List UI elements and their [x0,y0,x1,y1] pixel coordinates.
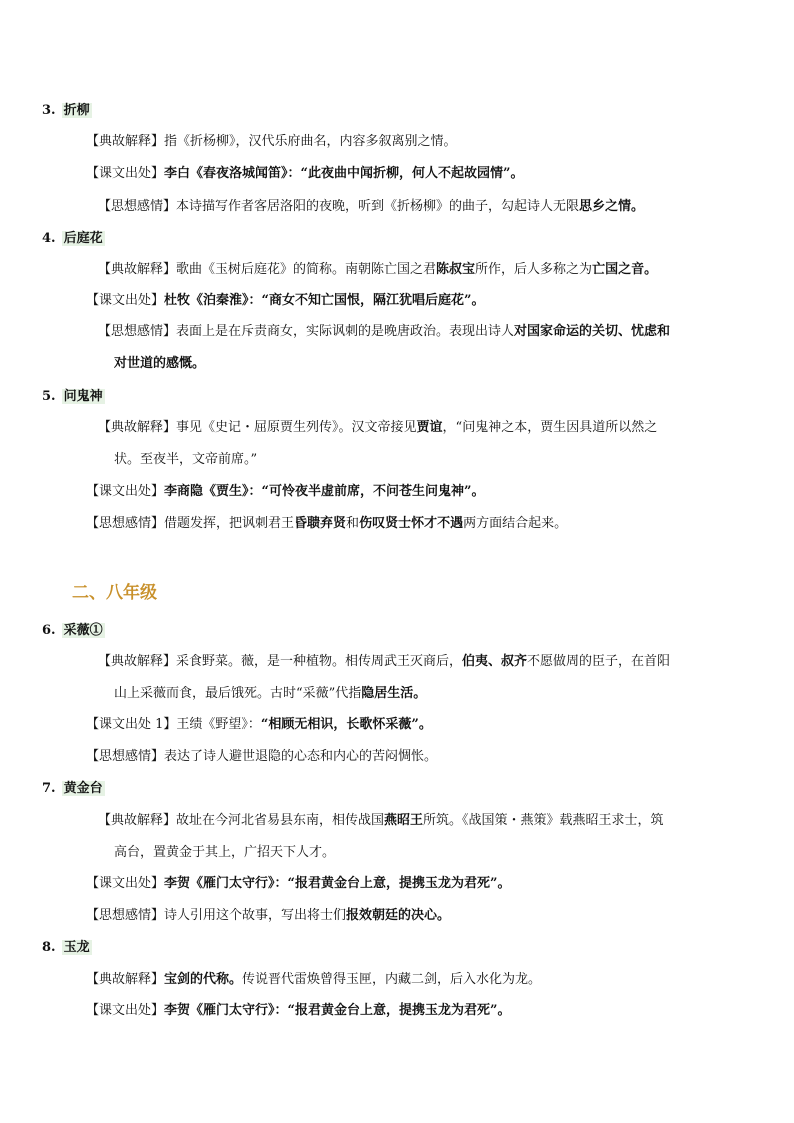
feeling-emphasis: 对国家命运的关切、忧虑和 [514,324,671,339]
explain-emphasis: 宝剑的代称。 [164,972,243,987]
entry-7-explain [98,811,664,831]
feeling-tag: 【思想感情】 [86,749,165,764]
explain-text: 山上采薇而食，最后饿死。古时“采薇”代指 [114,686,362,701]
feeling-tag: 【思想感情】 [86,908,165,923]
entry-3-title [42,102,92,120]
feeling-tag: 【思想感情】 [86,516,165,531]
entry-4-title [42,230,105,248]
entry-number: 3. [42,103,56,118]
source-tag: 【课文出处】 [86,876,165,891]
source-text: 李贺《雁门太守行》：“报君黄金台上意，提携玉龙为君死”。 [164,876,511,891]
entry-5-explain-cont [114,450,257,470]
explain-tag: 【典故解释】 [98,813,177,828]
source-text: 李白《春夜洛城闻笛》：“此夜曲中闻折柳，何人不起故园情”。 [164,166,524,181]
entry-6-title [42,622,105,640]
entry-number: 4. [42,231,56,246]
feeling-text: 借题发挥，把讽刺君王 [164,516,295,531]
explain-text: 采食野菜。薇，是一种植物。相传周武王灭商后， [176,654,463,669]
section-heading: 二、八年级 [72,583,157,603]
source-tag: 【课文出处 1】 [86,717,177,732]
entry-term: 折柳 [63,103,90,118]
explain-emphasis: 伯夷、叔齐 [462,654,528,669]
entry-4-feeling-cont [114,354,205,374]
entry-5-source [86,482,484,502]
entry-7-title [42,780,105,798]
explain-text: 高台，置黄金于其上，广招天下人才。 [114,845,336,860]
explain-tag: 【典故解释】 [98,420,177,435]
explain-tag: 【典故解释】 [86,972,165,987]
entry-number: 5. [42,389,56,404]
entry-5-title [42,388,105,406]
entry-number: 6. [42,623,56,638]
explain-text: 不愿做周的臣子，在首阳 [527,654,671,669]
feeling-emphasis: 伤叹贤士怀才不遇 [359,516,464,531]
explain-text: 传说晋代雷焕曾得玉匣，内藏二剑，后入水化为龙。 [242,972,542,987]
entry-number: 7. [42,781,56,796]
feeling-text: 本诗描写作者客居洛阳的夜晚，听到《折杨柳》的曲子，勾起诗人无限 [176,199,580,214]
explain-text: ，“问鬼神之本，贾生因具道所以然之 [442,420,658,435]
feeling-text: 两方面结合起来。 [463,516,568,531]
entry-term: 后庭花 [63,231,103,246]
source-text: 杜牧《泊秦淮》：“商女不知亡国恨，隔江犹唱后庭花”。 [164,293,485,308]
explain-text: 指《折杨柳》，汉代乐府曲名，内容多叙离别之情。 [164,134,457,149]
entry-term: 采薇① [63,623,103,638]
feeling-text: 和 [346,516,360,531]
source-text: 王绩《野望》： [176,717,261,732]
explain-tag: 【典故解释】 [98,654,177,669]
source-text: 李商隐《贾生》：“可怜夜半虚前席，不问苍生问鬼神”。 [164,484,485,499]
entry-3-feeling [98,197,644,217]
explain-emphasis: 贾谊 [416,420,443,435]
explain-tag: 【典故解释】 [98,262,177,277]
entry-6-source [86,715,432,735]
source-emphasis: “相顾无相识，长歌怀采薇”。 [260,717,432,732]
explain-text: 事见《史记・屈原贾生列传》。汉文帝接见 [176,420,417,435]
explain-text: 状。至夜半，文帝前席。” [114,452,258,467]
entry-term: 问鬼神 [63,389,103,404]
feeling-text: 表达了诗人避世退隐的心态和内心的苦闷惆怅。 [164,749,438,764]
entry-4-explain [98,260,657,280]
explain-text: 歌曲《玉树后庭花》的简称。南朝陈亡国之君 [176,262,437,277]
entry-term: 玉龙 [63,940,90,955]
explain-text: 所作，后人多称之为 [475,262,593,277]
entry-4-source [86,291,484,311]
entry-7-explain-cont [114,843,335,863]
entry-number: 8. [42,940,56,955]
entry-7-feeling [86,906,450,926]
entry-4-feeling [98,322,670,342]
entry-8-title [42,939,92,957]
feeling-tag: 【思想感情】 [98,199,177,214]
feeling-emphasis: 昏聩弃贤 [294,516,347,531]
source-tag: 【课文出处】 [86,484,165,499]
entry-term: 黄金台 [63,781,103,796]
feeling-text: 诗人引用这个故事，写出将士们 [164,908,347,923]
entry-6-explain [98,652,670,672]
explain-text: 故址在今河北省易县东南，相传战国 [176,813,385,828]
feeling-emphasis: 思乡之情。 [579,199,645,214]
feeling-emphasis: 对世道的感慨。 [114,356,206,371]
entry-5-feeling [86,514,567,534]
explain-emphasis: 亡国之音。 [592,262,658,277]
entry-8-explain [86,970,541,990]
entry-3-source [86,164,523,184]
explain-emphasis: 燕昭王 [384,813,424,828]
feeling-emphasis: 报效朝廷的决心。 [346,908,451,923]
source-tag: 【课文出处】 [86,166,165,181]
source-text: 李贺《雁门太守行》：“报君黄金台上意，提携玉龙为君死”。 [164,1003,511,1018]
explain-emphasis: 陈叔宝 [436,262,476,277]
source-tag: 【课文出处】 [86,1003,165,1018]
entry-5-explain [98,418,657,438]
source-tag: 【课文出处】 [86,293,165,308]
entry-3-explain [86,132,457,152]
entry-6-explain-cont [114,684,426,704]
feeling-text: 表面上是在斥责商女，实际讽刺的是晚唐政治。表现出诗人 [176,324,515,339]
entry-8-source [86,1001,510,1021]
entry-7-source [86,874,510,894]
explain-tag: 【典故解释】 [86,134,165,149]
explain-text: 所筑。《战国策・燕策》载燕昭王求士，筑 [423,813,664,828]
entry-6-feeling [86,747,437,767]
feeling-tag: 【思想感情】 [98,324,177,339]
explain-emphasis: 隐居生活。 [361,686,427,701]
